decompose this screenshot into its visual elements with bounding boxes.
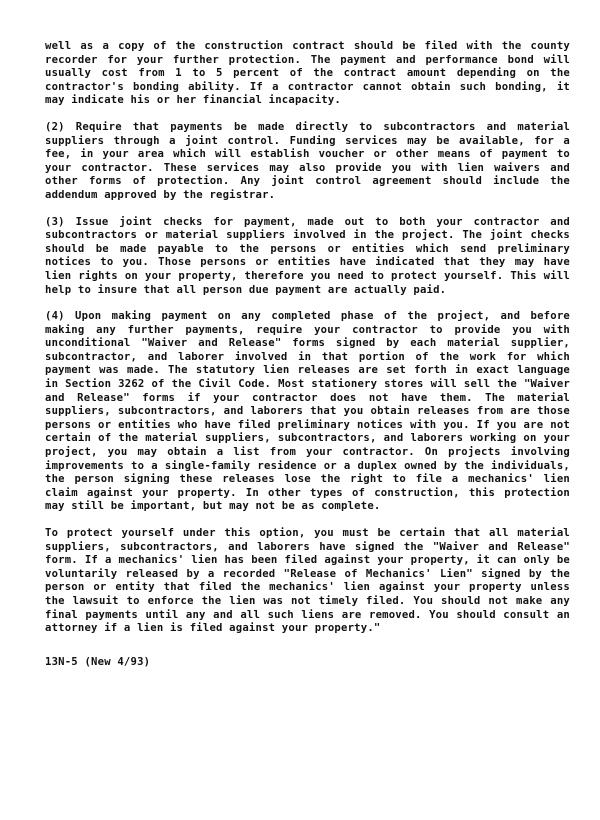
paragraph-joint-checks: (3) Issue joint checks for payment, made out to both your contractor and subcontractors or material suppliers involved in the project. The joint checks should be made payable to the persons or entities which send preliminary notices to you. Those persons or entities have indicated that they may have lien rights on your property, therefore you need to protect yourself. This will help to insure that all person due payment are actually paid. [45,215,570,296]
paragraph-bond-filing: well as a copy of the construction contract should be filed with the county recorder for your further protection. The payment and performance bond will usually cost from 1 to 5 percent of the contract amount depending on the contractor's bonding ability. If a contractor cannot obtain such bonding, it may indicate his or her financial incapacity. [45,40,570,107]
document-page [45,40,570,669]
paragraph-joint-control: (2) Require that payments be made directly to subcontractors and material suppliers through a joint control. Funding services may be available, for a fee, in your area which will establish voucher or other means of payment to your contractor. These services may also provide you with lien waivers and other forms of protection. Any joint control agreement should include the addendum approved by the registrar. [45,120,570,201]
paragraph-protect-yourself: To protect yourself under this option, you must be certain that all material suppliers, subcontractors, and laborers have signed the "Waiver and Release" form. If a mechanics' lien has been filed against your property, it can only be voluntarily released by a recorded "Release of Mechanics' Lien" signed by the person or entity that filed the mechanics' lien against your property unless the lawsuit to enforce the lien was not timely filed. You should not make any final payments until any and all such liens are removed. You should consult an attorney if a lien is filed against your property." [45,527,570,635]
paragraph-waiver-release: (4) Upon making payment on any completed phase of the project, and before making any further payments, require your contractor to provide you with unconditional "Waiver and Release" forms signed by each material supplier, subcontractor, and laborer involved in that portion of the work for which payment was made. The statutory lien releases are set forth in exact language in Section 3262 of the Civil Code. Most stationery stores will sell the "Waiver and Release" forms if your contractor does not have them. The material suppliers, subcontractors, and laborers that you obtain releases from are those persons or entities who have filed preliminary notices with you. If you are not certain of the material suppliers, subcontractors, and laborers working on your project, you may obtain a list from your contractor. On projects involving improvements to a single-family residence or a duplex owned by the individuals, the person signing these releases lose the right to file a mechanics' lien claim against your property. In other types of construction, this protection may still be important, but may not be as complete. [45,310,570,513]
form-number: 13N-5 (New 4/93) [45,655,151,668]
